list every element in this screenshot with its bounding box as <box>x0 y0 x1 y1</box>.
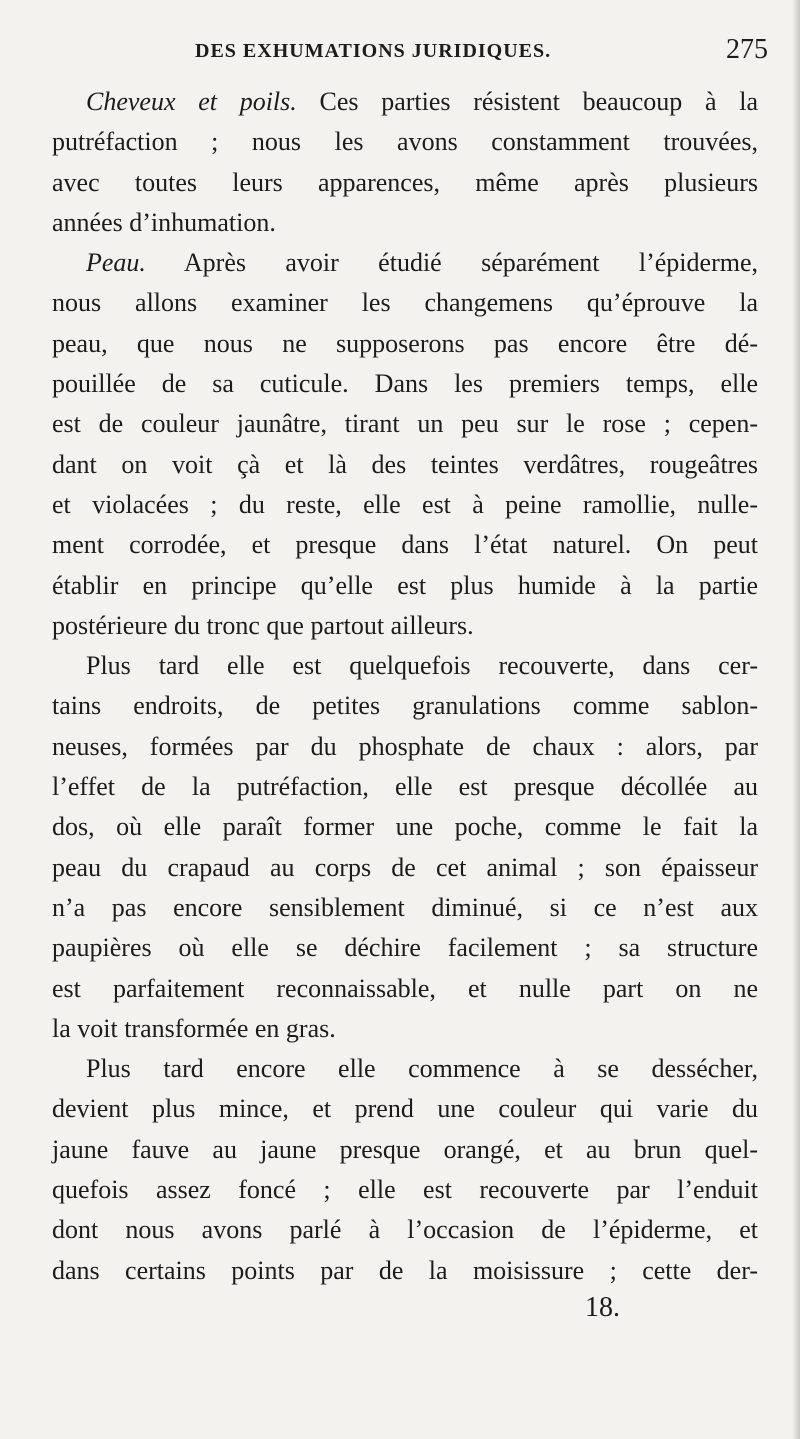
text-line: Plus tard elle est quelquefois recouverte, dans cer- <box>86 651 758 681</box>
text-line: peau, que nous ne supposerons pas encore être dé- <box>52 328 758 358</box>
text-line: Cheveux et poils. Ces parties résistent beaucoup à la <box>86 87 758 116</box>
text-line: l’effet de la putréfaction, elle est presque décollée au <box>52 772 758 802</box>
running-head: DES EXHUMATIONS JURIDIQUES. <box>195 40 552 62</box>
text-line: nous allons examiner les changemens qu’éprouve la <box>52 288 758 318</box>
text-line: putréfaction ; nous les avons constamment trouvées, <box>52 127 758 157</box>
text-line: avec toutes leurs apparences, même après plusieurs <box>52 167 758 197</box>
text-line: années d’inhumation. <box>52 207 276 237</box>
text-line: est de couleur jaunâtre, tirant un peu sur le rose ; cepen- <box>52 409 758 439</box>
text-line: ment corrodée, et presque dans l’état naturel. On peut <box>52 530 758 560</box>
text-line: pouillée de sa cuticule. Dans les premiers temps, elle <box>52 369 758 399</box>
page-number: 275 <box>726 34 768 65</box>
text-line: neuses, formées par du phosphate de chaux : alors, par <box>52 731 758 761</box>
text-line: devient plus mince, et prend une couleur qui varie du <box>52 1094 758 1124</box>
text-line: dans certains points par de la moisissure ; cette der- <box>52 1255 758 1285</box>
body-text <box>52 82 758 1291</box>
text-line: est parfaitement reconnaissable, et nulle part on ne <box>52 973 758 1003</box>
text-line: dos, où elle paraît former une poche, comme le fait la <box>52 812 758 842</box>
text-line: jaune fauve au jaune presque orangé, et au brun quel- <box>52 1134 758 1164</box>
text-line: Peau. Après avoir étudié séparément l’épiderme, <box>86 248 758 278</box>
page-edge-shadow <box>792 0 800 1439</box>
section-lead: Peau. <box>86 248 146 278</box>
text-line: Plus tard encore elle commence à se dessécher, <box>86 1054 758 1084</box>
text-line: n’a pas encore sensiblement diminué, si ce n’est aux <box>52 892 758 922</box>
text-line: quefois assez foncé ; elle est recouverte par l’enduit <box>52 1175 758 1205</box>
text-line: dant on voit çà et là des teintes verdâtres, rougeâtres <box>52 449 758 479</box>
text-line: et violacées ; du reste, elle est à peine ramollie, nulle- <box>52 489 758 519</box>
text-line: peau du crapaud au corps de cet animal ; son épaisseur <box>52 852 758 882</box>
text-line: la voit transformée en gras. <box>52 1013 336 1043</box>
text-line: dont nous avons parlé à l’occasion de l’épiderme, et <box>52 1215 758 1245</box>
section-lead: Cheveux et poils. <box>86 87 297 116</box>
text-line: postérieure du tronc que partout ailleurs. <box>52 610 474 640</box>
text-line: tains endroits, de petites granulations comme sablon- <box>52 691 758 721</box>
text-line: établir en principe qu’elle est plus humide à la partie <box>52 570 758 600</box>
text-line: paupières où elle se déchire facilement ; sa structure <box>52 933 758 963</box>
signature-mark: 18. <box>585 1292 620 1323</box>
